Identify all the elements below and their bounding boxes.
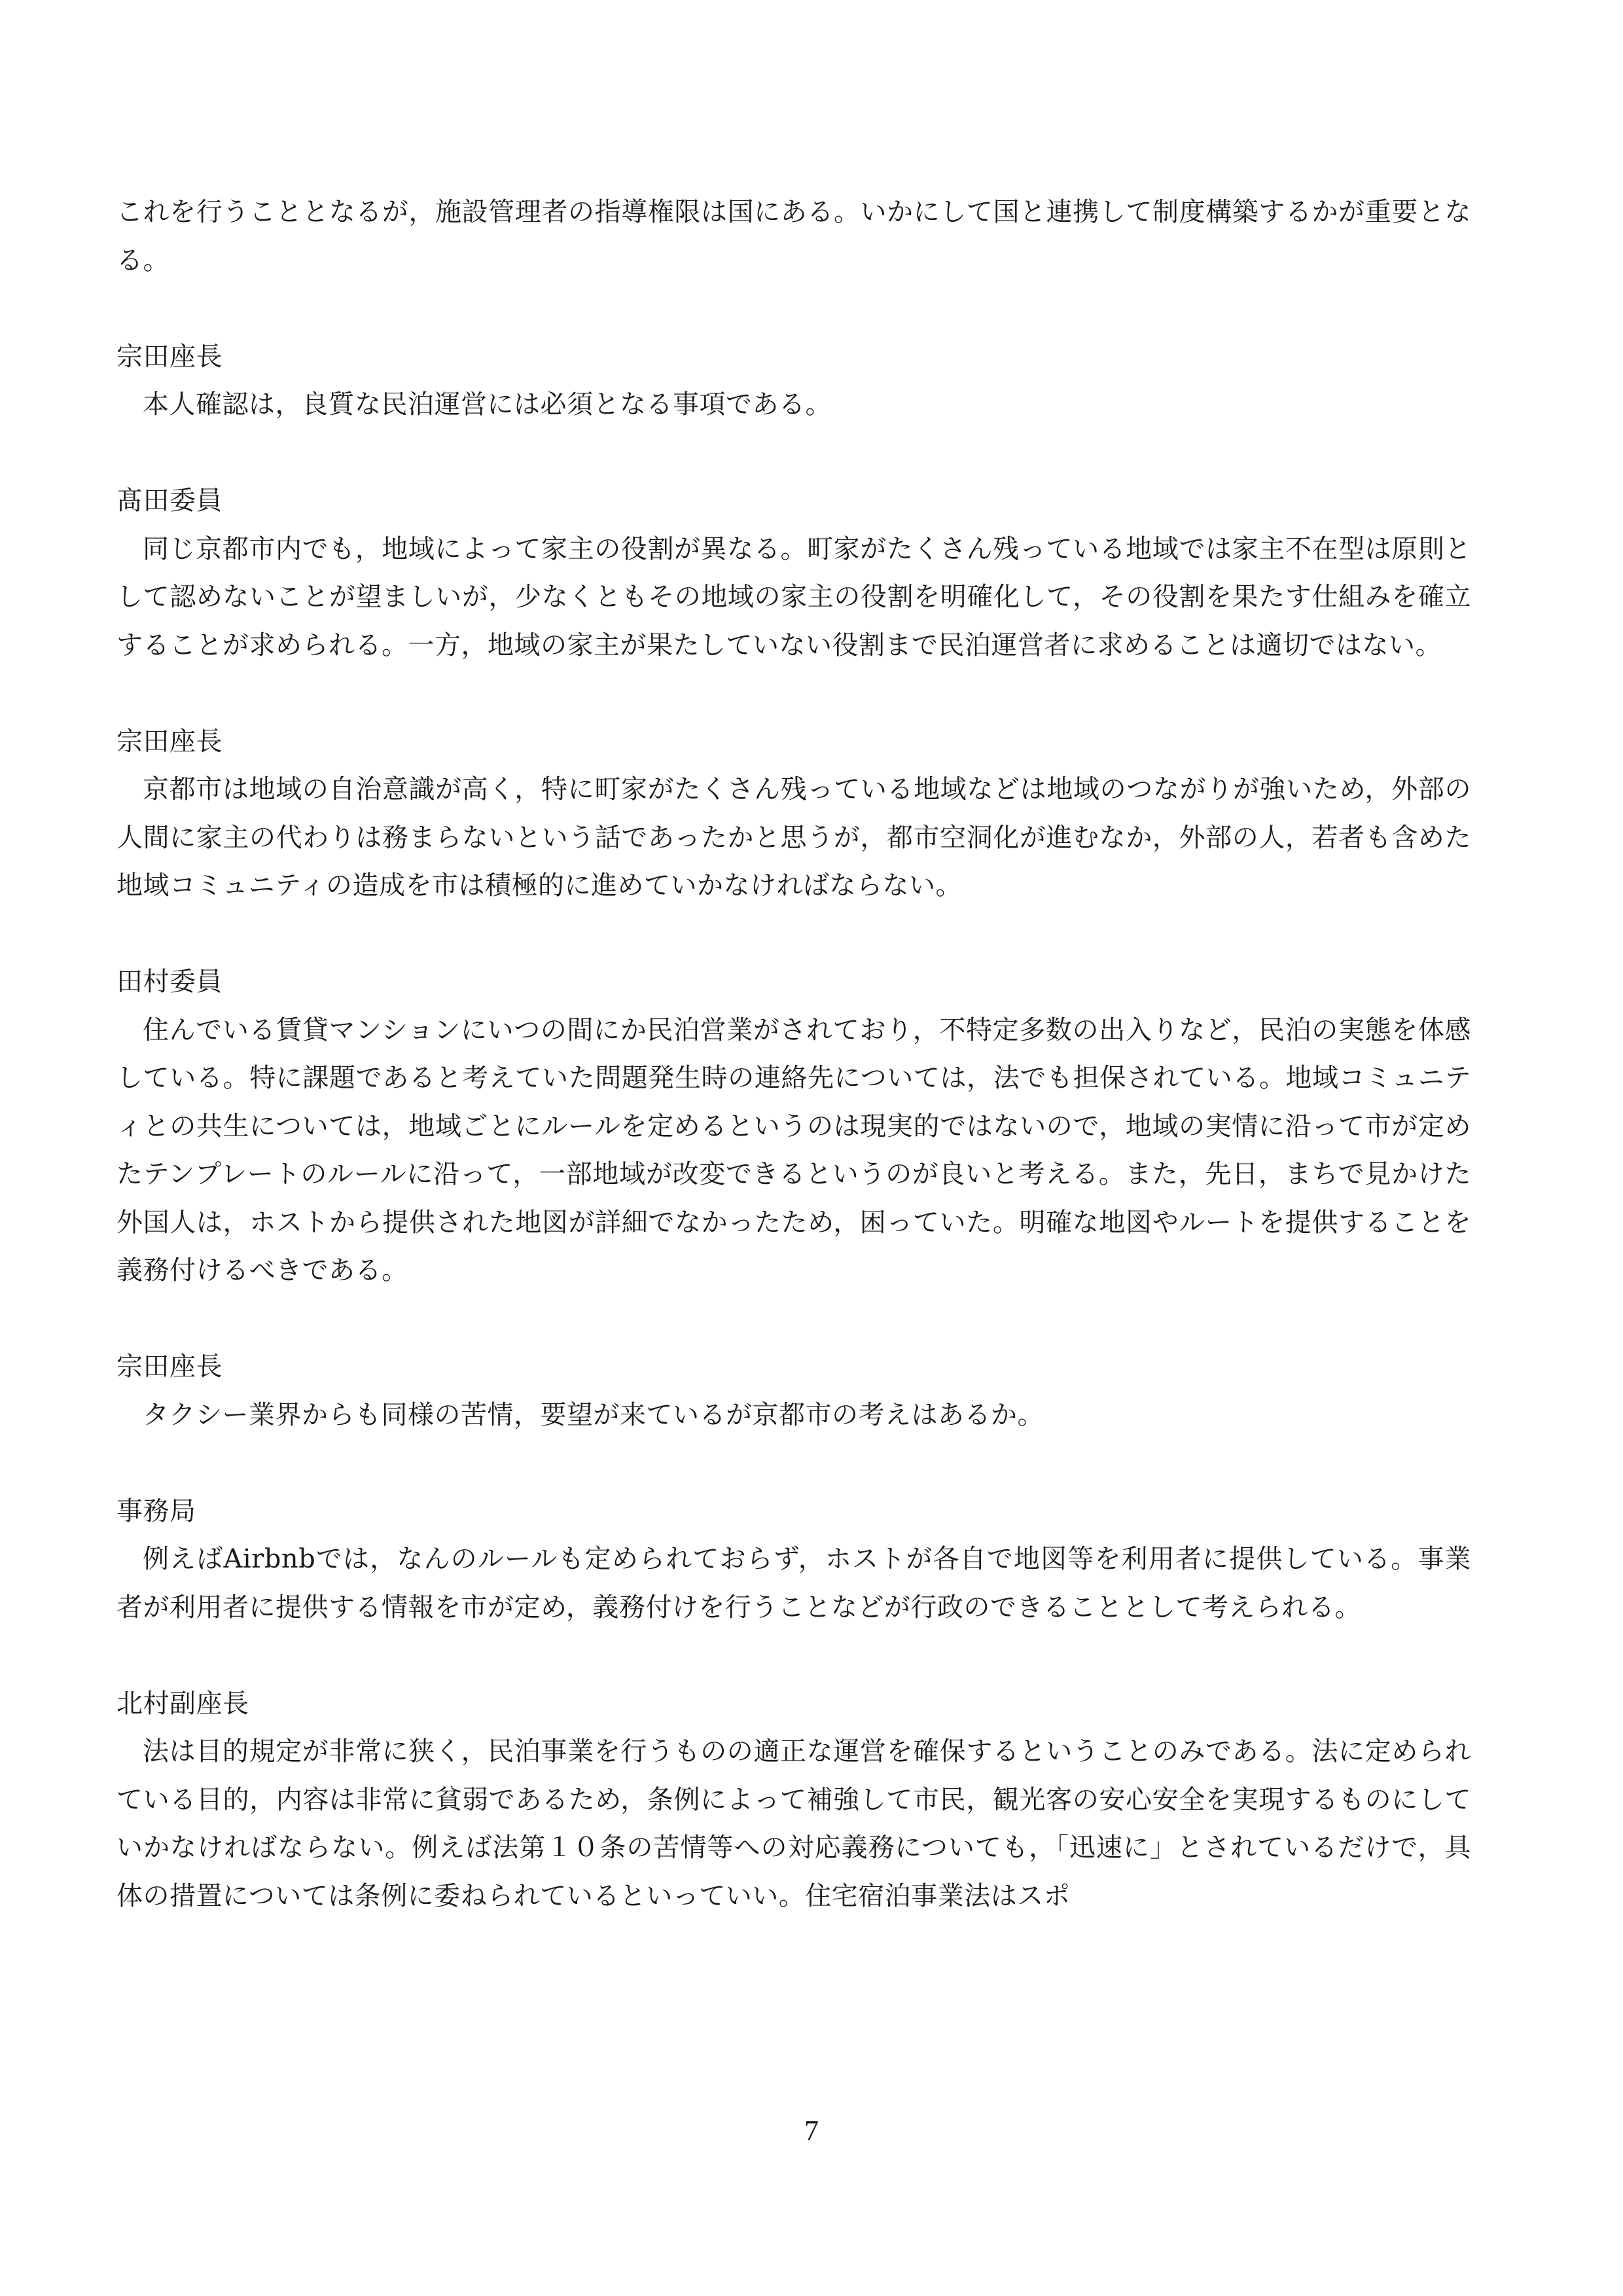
speaker-name: 宗田座長	[116, 341, 223, 372]
speaker-name: 宗田座長	[116, 726, 223, 757]
statement-text: 例えばAirbnbでは，なんのルールも定められておらず，ホストが各自で地図等を利用者に提供している。事業者が利用者に提供する情報を市が定め，義務付けを行うことなどが行政のできることとして考えられる。	[116, 1544, 1471, 1623]
speaker-name: 北村副座長	[116, 1688, 249, 1719]
page-number: 7	[804, 2115, 819, 2147]
statement-text: 本人確認は，良質な民泊運営には必須となる事項である。	[143, 389, 832, 420]
speaker-name: 髙田委員	[116, 486, 223, 516]
minutes-content	[116, 188, 1471, 1920]
statement-text: 住んでいる賃貸マンションにいつの間にか民泊営業がされており，不特定多数の出入りなど，民泊の実態を体感している。特に課題であると考えていた問題発生時の連絡先については，法でも担保されている。地域コミュニティとの共生については，地域ごとにルールを定めるというのは現実的ではないので，地域の実情に沿って市が定めたテンプレートのルールに沿って，一部地域が改変できるというのが良いと考える。また，先日，まちで見かけた外国人は，ホストから提供された地図が詳細でなかったため，困っていた。明確な地図やルートを提供することを義務付けるべきである。	[116, 1014, 1471, 1285]
statement-block	[116, 1343, 1471, 1439]
statement-block	[116, 477, 1471, 670]
statement-text: タクシー業界からも同様の苦情，要望が来ているが京都市の考えはあるか。	[143, 1399, 1044, 1430]
statement-block	[116, 1680, 1471, 1921]
statement-text: 法は目的規定が非常に狭く，民泊事業を行うものの適正な運営を確保するということのみである。法に定められている目的，内容は非常に貧弱であるため，条例によって補強して市民，観光客の安心安全を実現するものにしていかなければならない。例えば法第１０条の苦情等への対応義務についても，「迅速に」とされているだけで，具体の措置については条例に委ねられているといっていい。住宅宿泊事業法はスポ	[116, 1736, 1471, 1911]
speaker-name: 田村委員	[116, 967, 223, 997]
speaker-name: 事務局	[116, 1496, 196, 1526]
statement-block	[116, 718, 1471, 910]
statement-text: 京都市は地域の自治意識が高く，特に町家がたくさん残っている地域などは地域のつながりが強いため，外部の人間に家主の代わりは務まらないという話であったかと思うが，都市空洞化が進むなか，外部の人，若者も含めた地域コミュニティの造成を市は積極的に進めていかなければならない。	[116, 774, 1471, 901]
statement-block	[116, 333, 1471, 429]
intro-paragraph: これを行うこととなるが，施設管理者の指導権限は国にある。いかにして国と連携して制度構築するかが重要となる。	[116, 197, 1471, 276]
statement-block	[116, 958, 1471, 1295]
statement-text: 同じ京都市内でも，地域によって家主の役割が異なる。町家がたくさん残っている地域では家主不在型は原則として認めないことが望ましいが，少なくともその地域の家主の役割を明確化して，その役割を果たす仕組みを確立することが求められる。一方，地域の家主が果たしていない役割まで民泊運営者に求めることは適切ではない。	[116, 533, 1471, 660]
speaker-name: 宗田座長	[116, 1352, 223, 1382]
statement-block	[116, 1488, 1471, 1632]
